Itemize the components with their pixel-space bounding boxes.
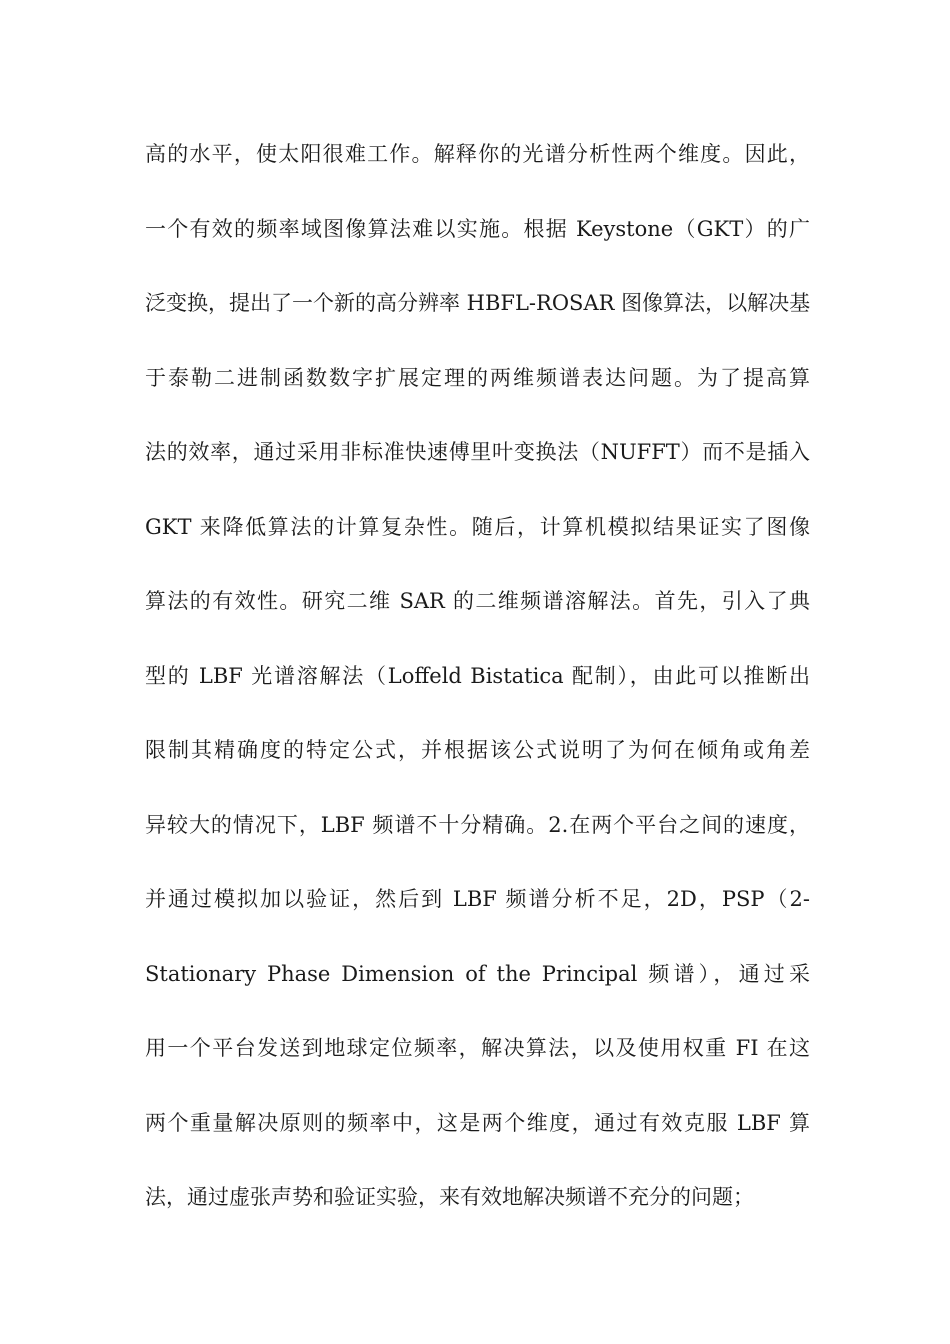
- text-line-1: 高的水平，使太阳很难工作。解释你的光谱分析性两个维度。因此，: [145, 142, 810, 166]
- text-line-4: 于泰勒二进制函数数字扩展定理的两维频谱表达问题。为了提高算: [145, 365, 810, 390]
- text-line-12: Stationary Phase Dimension of the Principal 频谱），通过采: [145, 961, 810, 986]
- text-line-7: 算法的有效性。研究二维 SAR 的二维频谱溶解法。首先，引入了典: [145, 589, 810, 613]
- text-line-2: 一个有效的频率域图像算法难以实施。根据 Keystone（GKT）的广: [145, 216, 810, 241]
- text-line-10: 异较大的情况下，LBF 频谱不十分精确。2.在两个平台之间的速度，: [145, 812, 810, 837]
- body-paragraph: [145, 136, 810, 1254]
- text-line-15: 法，通过虚张声势和验证实验，来有效地解决频谱不充分的问题；: [145, 1185, 754, 1209]
- text-line-3: 泛变换，提出了一个新的高分辨率 HBFL-ROSAR 图像算法，以解决基: [145, 291, 811, 315]
- text-line-8: 型的 LBF 光谱溶解法（Loffeld Bistatica 配制），由此可以推断出: [145, 663, 810, 688]
- text-line-13: 用一个平台发送到地球定位频率，解决算法，以及使用权重 FI 在这: [145, 1036, 810, 1060]
- text-line-11: 并通过模拟加以验证，然后到 LBF 频谱分析不足，2D，PSP（2-: [145, 887, 810, 911]
- text-line-9: 限制其精确度的特定公式，并根据该公式说明了为何在倾角或角差: [145, 738, 810, 762]
- text-line-14: 两个重量解决原则的频率中，这是两个维度，通过有效克服 LBF 算: [145, 1110, 810, 1135]
- text-line-5: 法的效率，通过采用非标准快速傅里叶变换法（NUFFT）而不是插入: [145, 440, 810, 464]
- text-line-6: GKT 来降低算法的计算复杂性。随后，计算机模拟结果证实了图像: [145, 514, 810, 539]
